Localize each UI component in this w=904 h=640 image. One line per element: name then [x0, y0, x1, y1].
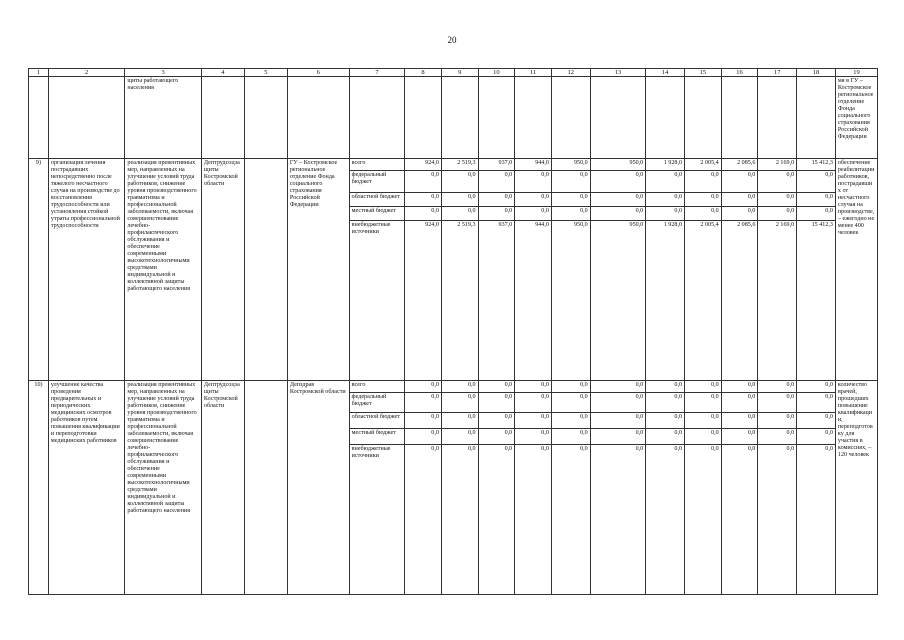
- funding-value: 0,0: [551, 429, 590, 445]
- funding-value: 0,0: [590, 445, 646, 595]
- funding-source: федеральный бюджет: [349, 393, 405, 413]
- column-header: 9: [441, 69, 478, 77]
- column-header: 8: [405, 69, 442, 77]
- funding-source: местный бюджет: [349, 429, 405, 445]
- funding-value: 0,0: [515, 429, 552, 445]
- executor: ГУ – Костромское региональное отделение Фонда социального страхования Российской Федерации: [287, 159, 349, 381]
- funding-value: 0,0: [646, 429, 685, 445]
- funding-row: [29, 159, 878, 171]
- funding-value: 0,0: [646, 393, 685, 413]
- responsible-agency: Дептрудсоцзащиты Костромской области: [201, 159, 244, 381]
- continuation-row: [29, 77, 878, 159]
- funding-value: 0,0: [721, 445, 758, 595]
- funding-value: 0,0: [405, 193, 442, 207]
- funding-value: 944,0: [515, 221, 552, 381]
- funding-value: 0,0: [685, 207, 722, 221]
- funding-value: 2 519,3: [441, 221, 478, 381]
- funding-value: 0,0: [515, 413, 552, 429]
- funding-source: местный бюджет: [349, 207, 405, 221]
- column-header: 11: [515, 69, 552, 77]
- funding-value: 0,0: [441, 393, 478, 413]
- column-header: 18: [797, 69, 836, 77]
- funding-value: 937,0: [478, 221, 515, 381]
- funding-value: 0,0: [721, 193, 758, 207]
- funding-value: 2 519,3: [441, 159, 478, 171]
- column-header: 3: [125, 69, 202, 77]
- funding-value: 0,0: [758, 171, 797, 193]
- page-number: 20: [447, 35, 457, 45]
- funding-value: 0,0: [797, 445, 836, 595]
- funding-value: 0,0: [515, 193, 552, 207]
- funding-value: 0,0: [685, 429, 722, 445]
- funding-value: 0,0: [478, 171, 515, 193]
- funding-value: 0,0: [590, 381, 646, 393]
- column-header: 12: [551, 69, 590, 77]
- program-measures-table: [28, 68, 878, 595]
- funding-value: 0,0: [646, 193, 685, 207]
- funding-value: 0,0: [441, 207, 478, 221]
- funding-value: 0,0: [551, 413, 590, 429]
- funding-value: 0,0: [515, 381, 552, 393]
- funding-value: 2 085,6: [721, 159, 758, 171]
- funding-value: 15 412,3: [797, 221, 836, 381]
- column-header: 17: [758, 69, 797, 77]
- funding-value: 0,0: [646, 207, 685, 221]
- funding-value: 950,0: [551, 159, 590, 171]
- funding-value: 0,0: [478, 429, 515, 445]
- funding-value: 950,0: [551, 221, 590, 381]
- funding-value: 0,0: [478, 445, 515, 595]
- result-text-continued: мя в ГУ – Костромское региональное отделение Фонда социального страхования Российской Федерации: [835, 77, 877, 159]
- funding-value: 0,0: [758, 193, 797, 207]
- funding-source: всего: [349, 159, 405, 171]
- column-header: 19: [835, 69, 877, 77]
- funding-value: 0,0: [478, 193, 515, 207]
- funding-value: 0,0: [721, 207, 758, 221]
- funding-value: 1 928,0: [646, 221, 685, 381]
- funding-value: 0,0: [478, 393, 515, 413]
- funding-value: 0,0: [685, 413, 722, 429]
- funding-value: 0,0: [441, 413, 478, 429]
- funding-value: 0,0: [551, 393, 590, 413]
- funding-value: 0,0: [405, 429, 442, 445]
- funding-source: областной бюджет: [349, 413, 405, 429]
- funding-value: 0,0: [797, 207, 836, 221]
- task-name: улучшение качества проведения предварительных и периодических медицинских осмотров работников путем повышения квалификации и переподготовки медицинских работников: [48, 381, 125, 595]
- funding-value: 937,0: [478, 159, 515, 171]
- funding-value: 0,0: [685, 193, 722, 207]
- funding-value: 0,0: [551, 193, 590, 207]
- funding-value: 0,0: [758, 207, 797, 221]
- funding-source: областной бюджет: [349, 193, 405, 207]
- item-number: 9): [29, 159, 49, 381]
- funding-value: 0,0: [685, 393, 722, 413]
- column-header: 1: [29, 69, 49, 77]
- column-header: 15: [685, 69, 722, 77]
- funding-value: 0,0: [590, 393, 646, 413]
- funding-value: 0,0: [685, 445, 722, 595]
- measure-text-continued: щиты работающего населения: [125, 77, 202, 159]
- funding-value: 0,0: [405, 393, 442, 413]
- funding-value: 2 169,0: [758, 159, 797, 171]
- funding-value: 0,0: [551, 445, 590, 595]
- expected-result: количество врачей, прошедших повышение квалификации, переподготовку для участия в комиссиях, – 120 человек: [835, 381, 877, 595]
- column-header: 5: [244, 69, 287, 77]
- funding-value: 0,0: [441, 381, 478, 393]
- funding-value: 0,0: [405, 171, 442, 193]
- column-header: 10: [478, 69, 515, 77]
- funding-value: 0,0: [646, 381, 685, 393]
- funding-value: 0,0: [797, 381, 836, 393]
- funding-value: 0,0: [721, 171, 758, 193]
- funding-value: 0,0: [721, 429, 758, 445]
- funding-value: 0,0: [758, 429, 797, 445]
- funding-value: 0,0: [721, 393, 758, 413]
- column-number-row: [29, 69, 878, 77]
- funding-source: внебюджетные источники: [349, 221, 405, 381]
- item-number: 10): [29, 381, 49, 595]
- expected-result: обеспечение реабилитации работников, пострадавших от несчастного случая на производстве, – ежегодно не менее 400 человек: [835, 159, 877, 381]
- funding-source: внебюджетные источники: [349, 445, 405, 595]
- funding-value: 0,0: [515, 393, 552, 413]
- column-5-cell: [244, 381, 287, 595]
- column-header: 7: [349, 69, 405, 77]
- funding-value: 0,0: [758, 393, 797, 413]
- funding-value: 0,0: [797, 193, 836, 207]
- column-header: 14: [646, 69, 685, 77]
- funding-value: 0,0: [405, 445, 442, 595]
- column-header: 2: [48, 69, 125, 77]
- funding-value: 0,0: [441, 445, 478, 595]
- funding-value: 0,0: [797, 171, 836, 193]
- funding-value: 0,0: [797, 429, 836, 445]
- measure-name: реализация превентивных мер, направленных на улучшение условий труда работников, снижение уровня производственного травматизма и профессиональной заболеваемости, включая совершенствование лечебно-профилактического обслуживания и обеспечение современными высокотехнологичными средствами индивидуальной и коллективной защиты работающего населения: [125, 159, 202, 381]
- funding-value: 0,0: [685, 171, 722, 193]
- funding-value: 2 005,4: [685, 159, 722, 171]
- funding-value: 0,0: [405, 381, 442, 393]
- funding-value: 0,0: [758, 413, 797, 429]
- funding-value: 0,0: [797, 393, 836, 413]
- funding-value: 0,0: [721, 381, 758, 393]
- funding-value: 0,0: [551, 171, 590, 193]
- column-5-cell: [244, 159, 287, 381]
- funding-value: 0,0: [758, 381, 797, 393]
- column-header: 16: [721, 69, 758, 77]
- responsible-agency: Дептрудсоцзащиты Костромской области: [201, 381, 244, 595]
- funding-value: 0,0: [685, 381, 722, 393]
- funding-value: 944,0: [515, 159, 552, 171]
- funding-value: 0,0: [646, 413, 685, 429]
- funding-value: 1 928,0: [646, 159, 685, 171]
- measure-name: реализация превентивных мер, направленных на улучшение условий труда работников, снижение уровня производственного травматизма и профессиональной заболеваемости, включая совершенствование лечебно-профилактического обслуживания и обеспечение современными высокотехнологичными средствами индивидуальной и коллективной защиты работающего населения: [125, 381, 202, 595]
- funding-value: 0,0: [646, 171, 685, 193]
- funding-value: 0,0: [441, 429, 478, 445]
- funding-value: 2 085,6: [721, 221, 758, 381]
- funding-value: 0,0: [441, 171, 478, 193]
- funding-value: 950,0: [590, 221, 646, 381]
- funding-value: 15 412,3: [797, 159, 836, 171]
- funding-value: 0,0: [515, 207, 552, 221]
- funding-row: [29, 381, 878, 393]
- funding-source: всего: [349, 381, 405, 393]
- funding-value: 924,0: [405, 221, 442, 381]
- funding-value: 0,0: [405, 207, 442, 221]
- column-header: 13: [590, 69, 646, 77]
- funding-value: 0,0: [590, 413, 646, 429]
- funding-value: 0,0: [646, 445, 685, 595]
- funding-value: 2 005,4: [685, 221, 722, 381]
- funding-value: 0,0: [758, 445, 797, 595]
- funding-value: 950,0: [590, 159, 646, 171]
- funding-value: 0,0: [721, 413, 758, 429]
- funding-value: 0,0: [797, 413, 836, 429]
- funding-value: 0,0: [478, 413, 515, 429]
- funding-value: 924,0: [405, 159, 442, 171]
- funding-value: 0,0: [478, 381, 515, 393]
- funding-source: федеральный бюджет: [349, 171, 405, 193]
- funding-value: 0,0: [478, 207, 515, 221]
- funding-value: 0,0: [515, 445, 552, 595]
- funding-value: 0,0: [441, 193, 478, 207]
- funding-value: 0,0: [590, 171, 646, 193]
- column-header: 6: [287, 69, 349, 77]
- funding-value: 2 169,0: [758, 221, 797, 381]
- executor: Депздрав Костромской области: [287, 381, 349, 595]
- funding-value: 0,0: [405, 413, 442, 429]
- funding-value: 0,0: [590, 193, 646, 207]
- task-name: организация лечения пострадавших непосредственно после тяжелого несчастного случая на производстве до восстановления трудоспособности или установления стойкой утраты профессиональной трудоспособности: [48, 159, 125, 381]
- funding-value: 0,0: [590, 207, 646, 221]
- funding-value: 0,0: [590, 429, 646, 445]
- column-header: 4: [201, 69, 244, 77]
- funding-value: 0,0: [515, 171, 552, 193]
- funding-value: 0,0: [551, 207, 590, 221]
- funding-value: 0,0: [551, 381, 590, 393]
